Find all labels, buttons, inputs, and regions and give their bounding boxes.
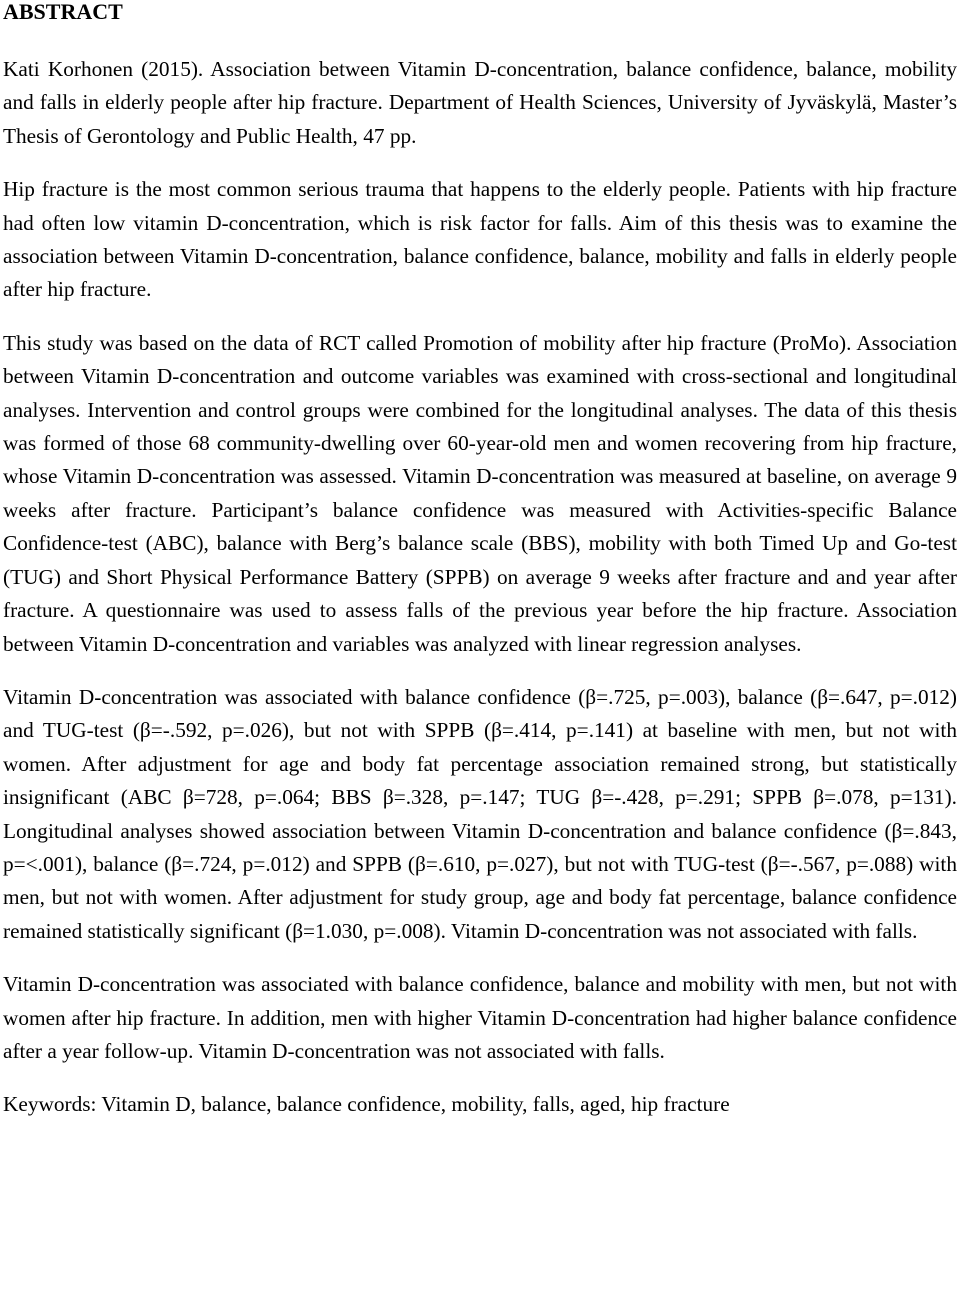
citation-paragraph: Kati Korhonen (2015). Association between Vitamin D-concentration, balance confidence, balance, mobility and falls in elderly people after hip fracture. Department of Health Sciences, University of Jyväskylä, Master’s Thesis of Gerontology and Public Health, 47 pp. <box>3 57 957 148</box>
abstract-heading: ABSTRACT <box>3 0 123 24</box>
methods-paragraph: This study was based on the data of RCT called Promotion of mobility after hip fracture (ProMo). Association between Vitamin D-concentration and outcome variables was examined with cross-sectional and longitudinal analyses. Intervention and control groups were combined for the longitudinal analyses. The data of this thesis was formed of those 68 community-dwelling over 60-year-old men and women recovering from hip fracture, whose Vitamin D-concentration was assessed. Vitamin D-concentration was measured at baseline, on average 9 weeks after fracture. Participant’s balance confidence was measured with Activities-specific Balance Confidence-test (ABC), balance with Berg’s balance scale (BBS), mobility with both Timed Up and Go-test (TUG) and Short Physical Performance Battery (SPPB) on average 9 weeks after fracture and and year after fracture. A questionnaire was used to assess falls of the previous year before the hip fracture. Association between Vitamin D-concentration and variables was analyzed with linear regression analyses. <box>3 330 957 656</box>
keywords-line: Keywords: Vitamin D, balance, balance confidence, mobility, falls, aged, hip fracture <box>3 1092 730 1117</box>
background-paragraph: Hip fracture is the most common serious trauma that happens to the elderly people. Patients with hip fracture had often low vitamin D-concentration, which is risk factor for falls. Aim of this thesis was to examine the association between Vitamin D-concentration, balance confidence, balance, mobility and falls in elderly people after hip fracture. <box>3 177 957 302</box>
conclusion-paragraph: Vitamin D-concentration was associated with balance confidence, balance and mobility with men, but not with women after hip fracture. In addition, men with higher Vitamin D-concentration had higher balance confidence after a year follow-up. Vitamin D-concentration was not associated with falls. <box>3 972 957 1063</box>
abstract-page <box>3 0 957 1122</box>
results-paragraph: Vitamin D-concentration was associated with balance confidence (β=.725, p=.003), balance (β=.647, p=.012) and TUG-test (β=-.592, p=.026), but not with SPPB (β=.414, p=.141) at baseline with men, but not with women. After adjustment for age and body fat percentage association remained strong, but statistically insignificant (ABC β=728, p=.064; BBS β=.328, p=.147; TUG β=-.428, p=.291; SPPB β=.078, p=131). Longitudinal analyses showed association between Vitamin D-concentration and balance confidence (β=.843, p=<.001), balance (β=.724, p=.012) and SPPB (β=.610, p=.027), but not with TUG-test (β=-.567, p=.088) with men, but not with women. After adjustment for study group, age and body fat percentage, balance confidence remained statistically significant (β=1.030, p=.008). Vitamin D-concentration was not associated with falls. <box>3 684 957 943</box>
